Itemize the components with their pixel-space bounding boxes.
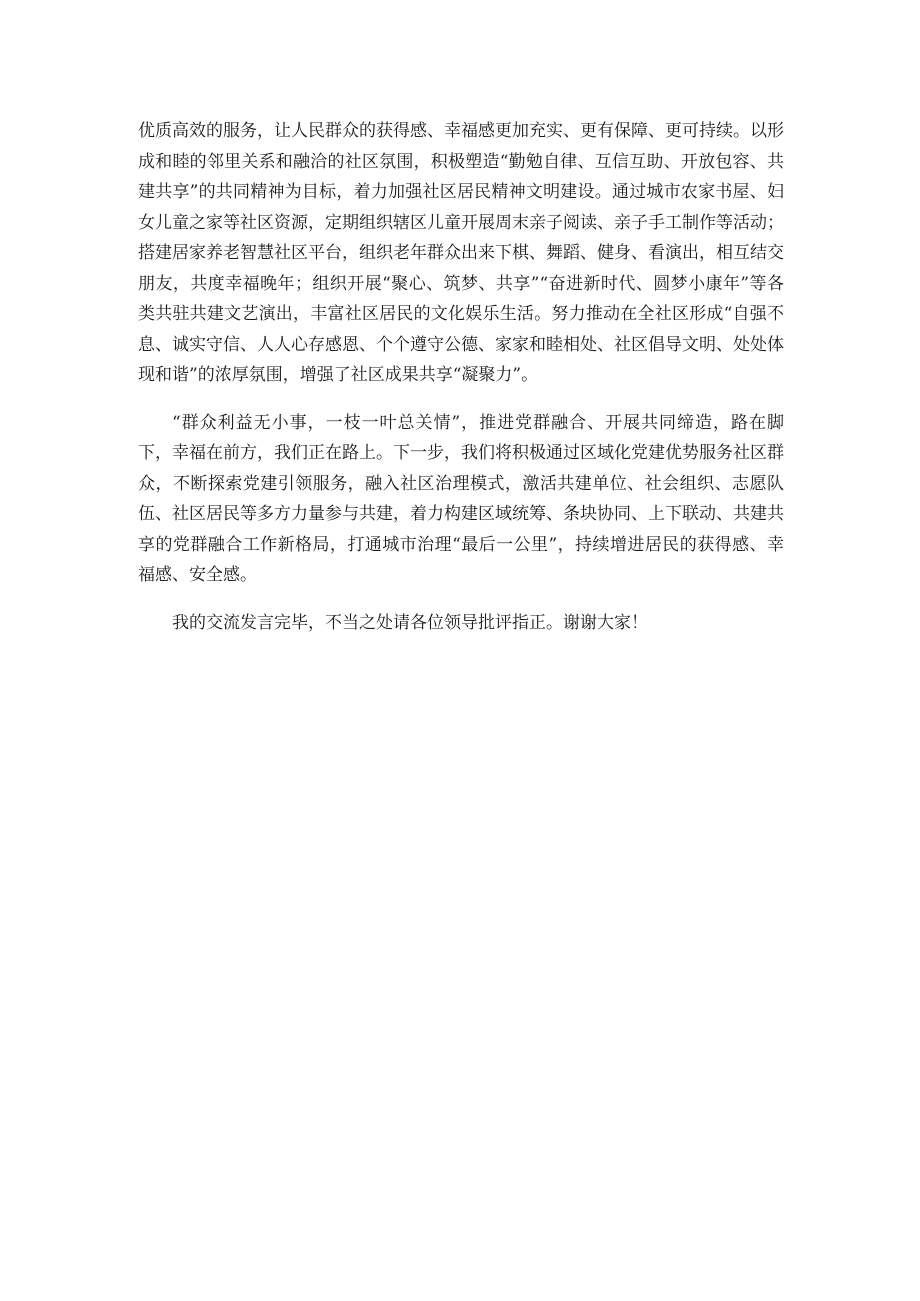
paragraph-next-steps: “群众利益无小事，一枝一叶总关情”，推进党群融合、开展共同缔造，路在脚下，幸福在前方，我们正在路上。下一步，我们将积极通过区域化党建优势服务社区群众，不断探索党建引领服务，融入社区治理模式，激活共建单位、社会组织、志愿队伍、社区居民等多方力量参与共建，着力构建区域统筹、条块协同、上下联动、共建共享的党群融合工作新格局，打通城市治理“最后一公里”，持续增进居民的获得感、幸福感、安全感。 (138, 412, 784, 585)
document-body (138, 116, 784, 655)
paragraph-continued: 优质高效的服务，让人民群众的获得感、幸福感更加充实、更有保障、更可持续。以形成和睦的邻里关系和融洽的社区氛围，积极塑造“勤勉自律、互信互助、开放包容、共建共享”的共同精神为目标，着力加强社区居民精神文明建设。通过城市农家书屋、妇女儿童之家等社区资源，定期组织辖区儿童开展周末亲子阅读、亲子手工制作等活动；搭建居家养老智慧社区平台，组织老年群众出来下棋、舞蹈、健身、看演出，相互结交朋友，共度幸福晚年；组织开展“聚心、筑梦、共享”“奋进新时代、圆梦小康年”等各类共驻共建文艺演出，丰富社区居民的文化娱乐生活。努力推动在全社区形成“自强不息、诚实守信、人人心存感恩、个个遵守公德、家家和睦相处、社区倡导文明、处处体现和谐”的浓厚氛围，增强了社区成果共享“凝聚力”。 (138, 121, 784, 385)
paragraph-closing: 我的交流发言完毕，不当之处请各位领导批评指正。谢谢大家！ (172, 612, 648, 633)
